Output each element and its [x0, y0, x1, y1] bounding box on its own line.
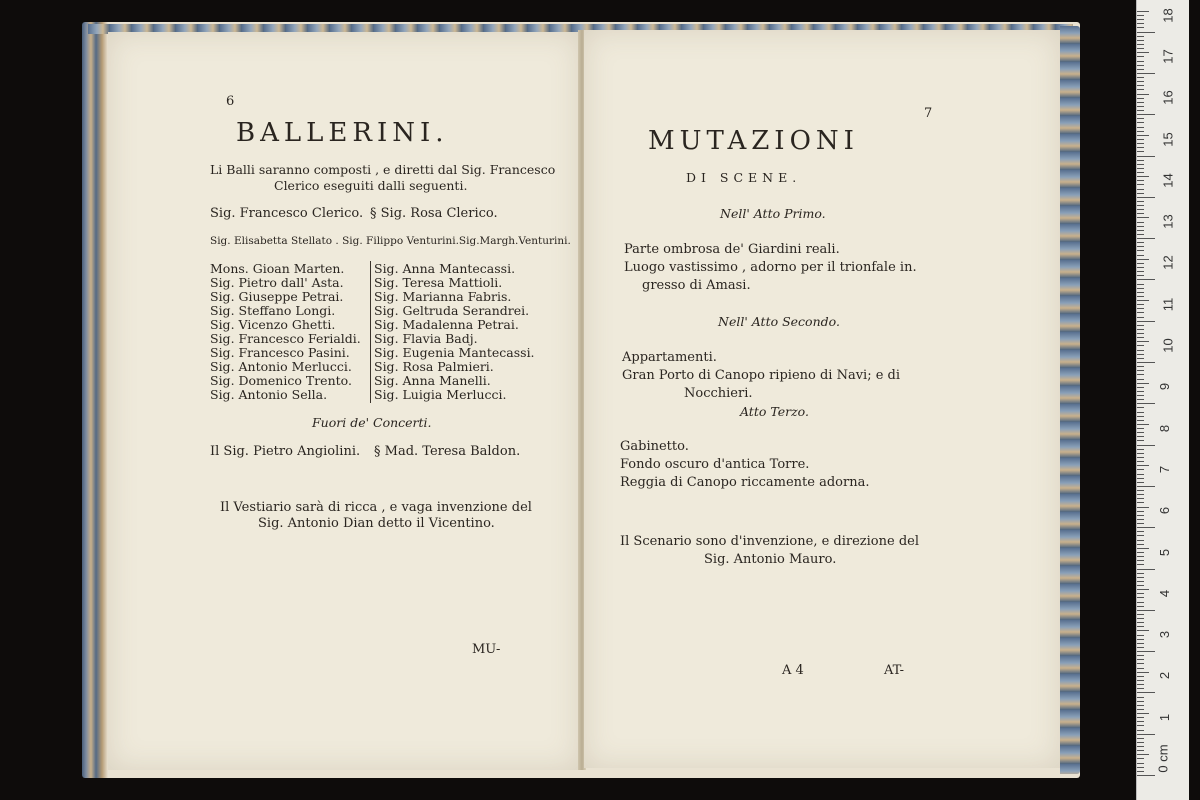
- right-page-number: 7: [924, 106, 933, 121]
- list-item: Sig. Antonio Sella.: [210, 387, 328, 402]
- ruler-tick: [1137, 630, 1149, 631]
- ruler-tick: [1137, 585, 1144, 586]
- act1-line-2: Luogo vastissimo , adorno per il trionfale in.: [624, 260, 917, 275]
- list-item: Sig. Flavia Badj.: [374, 331, 478, 346]
- ruler-tick: [1137, 387, 1144, 388]
- ruler-tick: [1137, 746, 1144, 747]
- ruler-tick: [1137, 767, 1144, 768]
- costume-note-2: Sig. Antonio Dian detto il Vicentino.: [258, 516, 495, 531]
- ruler-tick: [1137, 445, 1155, 446]
- ruler-tick: [1137, 511, 1144, 512]
- ruler-tick: [1137, 65, 1144, 66]
- ruler-tick: [1137, 135, 1149, 136]
- ruler-tick: [1137, 424, 1149, 425]
- ruler-tick: [1137, 651, 1155, 652]
- ruler-tick: [1137, 750, 1144, 751]
- ruler-tick: [1137, 48, 1144, 49]
- list-item: Sig. Francesco Pasini.: [210, 345, 350, 360]
- act3-heading: Atto Terzo.: [740, 404, 809, 419]
- list-item: Sig. Vicenzo Ghetti.: [210, 317, 336, 332]
- ruler-tick: [1137, 275, 1144, 276]
- ruler-tick: [1137, 27, 1144, 28]
- ruler-tick: [1137, 362, 1155, 363]
- ruler-tick: [1137, 234, 1144, 235]
- ruler-label: 11: [1160, 297, 1176, 311]
- ruler-label: 8: [1157, 424, 1173, 432]
- signature-mark: A 4: [782, 663, 804, 678]
- ruler-tick: [1137, 209, 1144, 210]
- ruler-tick: [1137, 213, 1144, 214]
- act2-line-2: Gran Porto di Canopo ripieno di Navi; e di: [622, 368, 901, 383]
- ruler-tick: [1137, 81, 1144, 82]
- list-item: Sig. Domenico Trento.: [210, 373, 352, 388]
- ruler-tick: [1137, 354, 1144, 355]
- ruler-tick: [1137, 668, 1144, 669]
- ruler-tick: [1137, 23, 1144, 24]
- list-item: Sig. Eugenia Mantecassi.: [374, 345, 535, 360]
- ruler-tick: [1137, 395, 1144, 396]
- list-item: Sig. Geltruda Serandrei.: [374, 303, 530, 318]
- ruler-tick: [1137, 684, 1144, 685]
- ruler-tick: [1137, 288, 1144, 289]
- ruler-tick: [1137, 267, 1144, 268]
- act2-line-1: Appartamenti.: [622, 350, 717, 365]
- ruler-tick: [1137, 676, 1144, 677]
- ruler-tick: [1137, 655, 1144, 656]
- ruler-tick: [1137, 118, 1144, 119]
- ruler-tick: [1137, 647, 1144, 648]
- ruler-label: 15: [1160, 131, 1176, 147]
- ruler-tick: [1137, 168, 1144, 169]
- ruler-tick: [1137, 527, 1155, 528]
- ruler-tick: [1137, 358, 1144, 359]
- ruler-tick: [1137, 44, 1144, 45]
- ruler-tick: [1137, 519, 1144, 520]
- left-page-title: BALLERINI.: [236, 118, 449, 148]
- intro-line-1: Li Balli saranno composti , e diretti dal Sig. Francesco: [210, 162, 556, 177]
- ruler-tick: [1137, 725, 1144, 726]
- ruler-tick: [1137, 602, 1144, 603]
- ruler-tick: [1137, 697, 1144, 698]
- ruler-tick: [1137, 263, 1144, 264]
- ruler-tick: [1137, 143, 1144, 144]
- ruler-tick: [1137, 535, 1144, 536]
- ruler-tick: [1137, 428, 1144, 429]
- ruler-tick: [1137, 151, 1144, 152]
- ruler-tick: [1137, 461, 1144, 462]
- ruler-label: 10: [1160, 338, 1176, 353]
- ruler-tick: [1137, 36, 1144, 37]
- ruler-tick: [1137, 304, 1144, 305]
- ruler-tick: [1137, 618, 1144, 619]
- ruler-tick: [1137, 564, 1144, 565]
- ruler-tick: [1137, 758, 1144, 759]
- left-page: [108, 32, 581, 770]
- ruler-label: 5: [1157, 548, 1173, 556]
- ruler-tick: [1137, 717, 1144, 718]
- ruler-tick: [1137, 139, 1144, 140]
- ruler-tick: [1137, 300, 1149, 301]
- right-page: [584, 30, 1060, 768]
- ruler-tick: [1137, 391, 1144, 392]
- ruler-tick: [1137, 383, 1149, 384]
- ruler-tick: [1137, 701, 1144, 702]
- ruler-tick: [1137, 15, 1144, 16]
- ruler-tick: [1137, 614, 1144, 615]
- ruler-tick: [1137, 259, 1149, 260]
- ruler-tick: [1137, 255, 1144, 256]
- ruler-tick: [1137, 606, 1144, 607]
- ruler-tick: [1137, 296, 1144, 297]
- ruler-tick: [1137, 205, 1144, 206]
- ruler-tick: [1137, 465, 1149, 466]
- ruler-tick: [1137, 94, 1149, 95]
- ruler-tick: [1137, 581, 1144, 582]
- ruler-tick: [1137, 370, 1144, 371]
- ruler-tick: [1137, 552, 1144, 553]
- ruler-tick: [1137, 659, 1144, 660]
- ruler-tick: [1137, 469, 1144, 470]
- ruler-tick: [1137, 201, 1144, 202]
- ruler-tick: [1137, 73, 1155, 74]
- fuori-2: § Mad. Teresa Baldon.: [374, 444, 521, 459]
- ruler-tick: [1137, 432, 1144, 433]
- ruler-tick: [1137, 329, 1144, 330]
- intro-line-2: Clerico eseguiti dalli seguenti.: [274, 178, 468, 193]
- ruler-tick: [1137, 507, 1149, 508]
- scenario-note-2: Sig. Antonio Mauro.: [704, 552, 837, 567]
- ruler-tick: [1137, 325, 1144, 326]
- ruler-tick: [1137, 482, 1144, 483]
- ruler-label: 14: [1160, 173, 1176, 188]
- ruler-tick: [1137, 407, 1144, 408]
- ruler-tick: [1137, 122, 1144, 123]
- ruler-tick: [1137, 412, 1144, 413]
- cover-edge-right: [1060, 26, 1080, 774]
- ruler-tick: [1137, 345, 1144, 346]
- ruler-tick: [1137, 350, 1144, 351]
- ruler-label: 1: [1157, 713, 1173, 721]
- ruler-label: 4: [1157, 589, 1173, 597]
- ruler-label: 0 cm: [1155, 744, 1171, 773]
- ruler-tick: [1137, 449, 1144, 450]
- ruler-tick: [1137, 131, 1144, 132]
- act3-line-1: Gabinetto.: [620, 439, 689, 454]
- ruler-tick: [1137, 317, 1144, 318]
- ruler-tick: [1137, 738, 1144, 739]
- ruler-tick: [1137, 403, 1155, 404]
- list-item: Sig. Luigia Merlucci.: [374, 387, 507, 402]
- ruler-tick: [1137, 89, 1144, 90]
- ruler-label: 2: [1157, 672, 1173, 680]
- ruler-tick: [1137, 102, 1144, 103]
- ruler-tick: [1137, 312, 1144, 313]
- ruler-tick: [1137, 672, 1149, 673]
- ruler-tick: [1137, 127, 1144, 128]
- ruler-tick: [1137, 40, 1144, 41]
- ruler-tick: [1137, 730, 1144, 731]
- ruler-tick: [1137, 160, 1144, 161]
- ruler-tick: [1137, 515, 1144, 516]
- ruler-tick: [1137, 242, 1144, 243]
- ruler-tick: [1137, 440, 1144, 441]
- ruler-tick: [1137, 77, 1144, 78]
- right-page-subtitle: DI SCENE.: [686, 170, 802, 185]
- act2-heading: Nell' Atto Secondo.: [718, 314, 840, 329]
- ruler-tick: [1137, 156, 1155, 157]
- ruler-tick: [1137, 610, 1155, 611]
- ruler-tick: [1137, 238, 1155, 239]
- ruler-tick: [1137, 713, 1149, 714]
- ruler-tick: [1137, 52, 1149, 53]
- list-item: Mons. Gioan Marten.: [210, 261, 345, 276]
- ruler-tick: [1137, 548, 1149, 549]
- scenario-note-1: Il Scenario sono d'invenzione, e direzione del: [620, 534, 920, 549]
- ruler-tick: [1137, 176, 1149, 177]
- ruler-tick: [1137, 763, 1144, 764]
- ruler-tick: [1137, 114, 1155, 115]
- ruler-tick: [1137, 98, 1144, 99]
- ruler-label: 17: [1160, 49, 1176, 64]
- ruler-tick: [1137, 705, 1144, 706]
- fuori-heading: Fuori de' Concerti.: [312, 415, 432, 430]
- list-item: Sig. Anna Manelli.: [374, 373, 491, 388]
- ruler-tick: [1137, 593, 1144, 594]
- ruler-tick: [1137, 164, 1144, 165]
- ruler-tick: [1137, 197, 1155, 198]
- list-item: Sig. Antonio Merlucci.: [210, 359, 352, 374]
- left-catchword: MU-: [472, 642, 501, 657]
- act3-line-3: Reggia di Canopo riccamente adorna.: [620, 475, 870, 490]
- ruler-tick: [1137, 226, 1144, 227]
- ruler-tick: [1137, 271, 1144, 272]
- ruler-tick: [1137, 32, 1155, 33]
- ruler-label: 7: [1157, 465, 1173, 474]
- ruler-tick: [1137, 626, 1144, 627]
- ruler-tick: [1137, 110, 1144, 111]
- ruler-label: 6: [1157, 507, 1173, 515]
- ruler-tick: [1137, 292, 1144, 293]
- ruler-tick: [1137, 193, 1144, 194]
- ruler-tick: [1137, 172, 1144, 173]
- second-dancers-line: Sig. Elisabetta Stellato . Sig. Filippo Venturini.Sig.Margh.Venturini.: [210, 235, 571, 247]
- act2-line-3: Nocchieri.: [684, 386, 753, 401]
- ruler-tick: [1137, 486, 1155, 487]
- ruler-tick: [1137, 692, 1155, 693]
- ruler-tick: [1137, 217, 1149, 218]
- ruler-tick: [1137, 494, 1144, 495]
- measuring-ruler: [1136, 0, 1189, 800]
- right-page-title: MUTAZIONI: [648, 126, 859, 156]
- right-catchword: AT-: [884, 663, 905, 678]
- ruler-tick: [1137, 189, 1144, 190]
- costume-note-1: Il Vestiario sarà di ricca , e vaga invenzione del: [220, 500, 532, 515]
- ruler-tick: [1137, 379, 1144, 380]
- ruler-tick: [1137, 147, 1144, 148]
- ruler-label: 9: [1157, 383, 1173, 391]
- ruler-tick: [1137, 436, 1144, 437]
- ruler-tick: [1137, 688, 1144, 689]
- ruler-tick: [1137, 366, 1144, 367]
- principal-1: Sig. Francesco Clerico.: [210, 206, 364, 221]
- ruler-tick: [1137, 333, 1144, 334]
- ruler-tick: [1137, 230, 1144, 231]
- ruler-tick: [1137, 709, 1144, 710]
- column-divider: [370, 261, 371, 403]
- ruler-tick: [1137, 399, 1144, 400]
- ruler-tick: [1137, 771, 1144, 772]
- ruler-tick: [1137, 453, 1144, 454]
- list-item: Sig. Pietro dall' Asta.: [210, 275, 344, 290]
- ruler-tick: [1137, 639, 1144, 640]
- ruler-tick: [1137, 106, 1144, 107]
- act1-heading: Nell' Atto Primo.: [720, 206, 826, 221]
- ruler-tick: [1137, 589, 1149, 590]
- ruler-tick: [1137, 597, 1144, 598]
- list-item: Sig. Francesco Ferialdi.: [210, 331, 361, 346]
- ruler-tick: [1137, 85, 1144, 86]
- ruler-tick: [1137, 11, 1149, 12]
- ruler-tick: [1137, 775, 1155, 776]
- list-item: Sig. Marianna Fabris.: [374, 289, 512, 304]
- ruler-tick: [1137, 61, 1144, 62]
- ruler-tick: [1137, 222, 1144, 223]
- ruler-tick: [1137, 498, 1144, 499]
- ruler-tick: [1137, 478, 1144, 479]
- ruler-label: 18: [1160, 7, 1176, 23]
- ruler-tick: [1137, 19, 1144, 20]
- ruler-tick: [1137, 754, 1149, 755]
- ruler-tick: [1137, 643, 1144, 644]
- list-item: Sig. Giuseppe Petrai.: [210, 289, 344, 304]
- ruler-tick: [1137, 180, 1144, 181]
- ruler-tick: [1137, 457, 1144, 458]
- ruler-tick: [1137, 420, 1144, 421]
- ruler-tick: [1137, 523, 1144, 524]
- ruler-tick: [1137, 246, 1144, 247]
- list-item: Sig. Steffano Longi.: [210, 303, 336, 318]
- act3-line-2: Fondo oscuro d'antica Torre.: [620, 457, 810, 472]
- act1-line-3: gresso di Amasi.: [642, 278, 751, 293]
- ruler-tick: [1137, 663, 1144, 664]
- ruler-tick: [1137, 284, 1144, 285]
- list-item: Sig. Teresa Mattioli.: [374, 275, 503, 290]
- ruler-tick: [1137, 734, 1155, 735]
- ruler-tick: [1137, 540, 1144, 541]
- act1-line-1: Parte ombrosa de' Giardini reali.: [624, 242, 840, 257]
- ruler-label: 13: [1160, 214, 1176, 229]
- ruler-tick: [1137, 560, 1144, 561]
- principal-2: § Sig. Rosa Clerico.: [370, 206, 498, 221]
- ruler-tick: [1137, 680, 1144, 681]
- ruler-tick: [1137, 577, 1144, 578]
- ruler-tick: [1137, 573, 1144, 574]
- ruler-tick: [1137, 56, 1144, 57]
- fuori-1: Il Sig. Pietro Angiolini.: [210, 444, 361, 459]
- ruler-tick: [1137, 531, 1144, 532]
- ruler-tick: [1137, 502, 1144, 503]
- ruler-tick: [1137, 569, 1155, 570]
- ruler-label: 12: [1160, 255, 1176, 271]
- left-page-number: 6: [226, 94, 235, 109]
- ruler-tick: [1137, 279, 1155, 280]
- ruler-tick: [1137, 374, 1144, 375]
- ruler-tick: [1137, 308, 1144, 309]
- ruler-tick: [1137, 474, 1144, 475]
- ruler-tick: [1137, 337, 1144, 338]
- ruler-label: 3: [1157, 630, 1173, 639]
- ruler-tick: [1137, 321, 1155, 322]
- ruler-tick: [1137, 635, 1144, 636]
- ruler-label: 16: [1160, 90, 1176, 105]
- ruler-tick: [1137, 69, 1144, 70]
- ruler-tick: [1137, 721, 1144, 722]
- ruler-tick: [1137, 556, 1144, 557]
- ruler-tick: [1137, 490, 1144, 491]
- ruler-tick: [1137, 416, 1144, 417]
- list-item: Sig. Rosa Palmieri.: [374, 359, 494, 374]
- ruler-tick: [1137, 544, 1144, 545]
- ruler-tick: [1137, 341, 1149, 342]
- ruler-tick: [1137, 742, 1144, 743]
- ruler-tick: [1137, 622, 1144, 623]
- list-item: Sig. Madalenna Petrai.: [374, 317, 519, 332]
- list-item: Sig. Anna Mantecassi.: [374, 261, 516, 276]
- ruler-tick: [1137, 250, 1144, 251]
- ruler-tick: [1137, 184, 1144, 185]
